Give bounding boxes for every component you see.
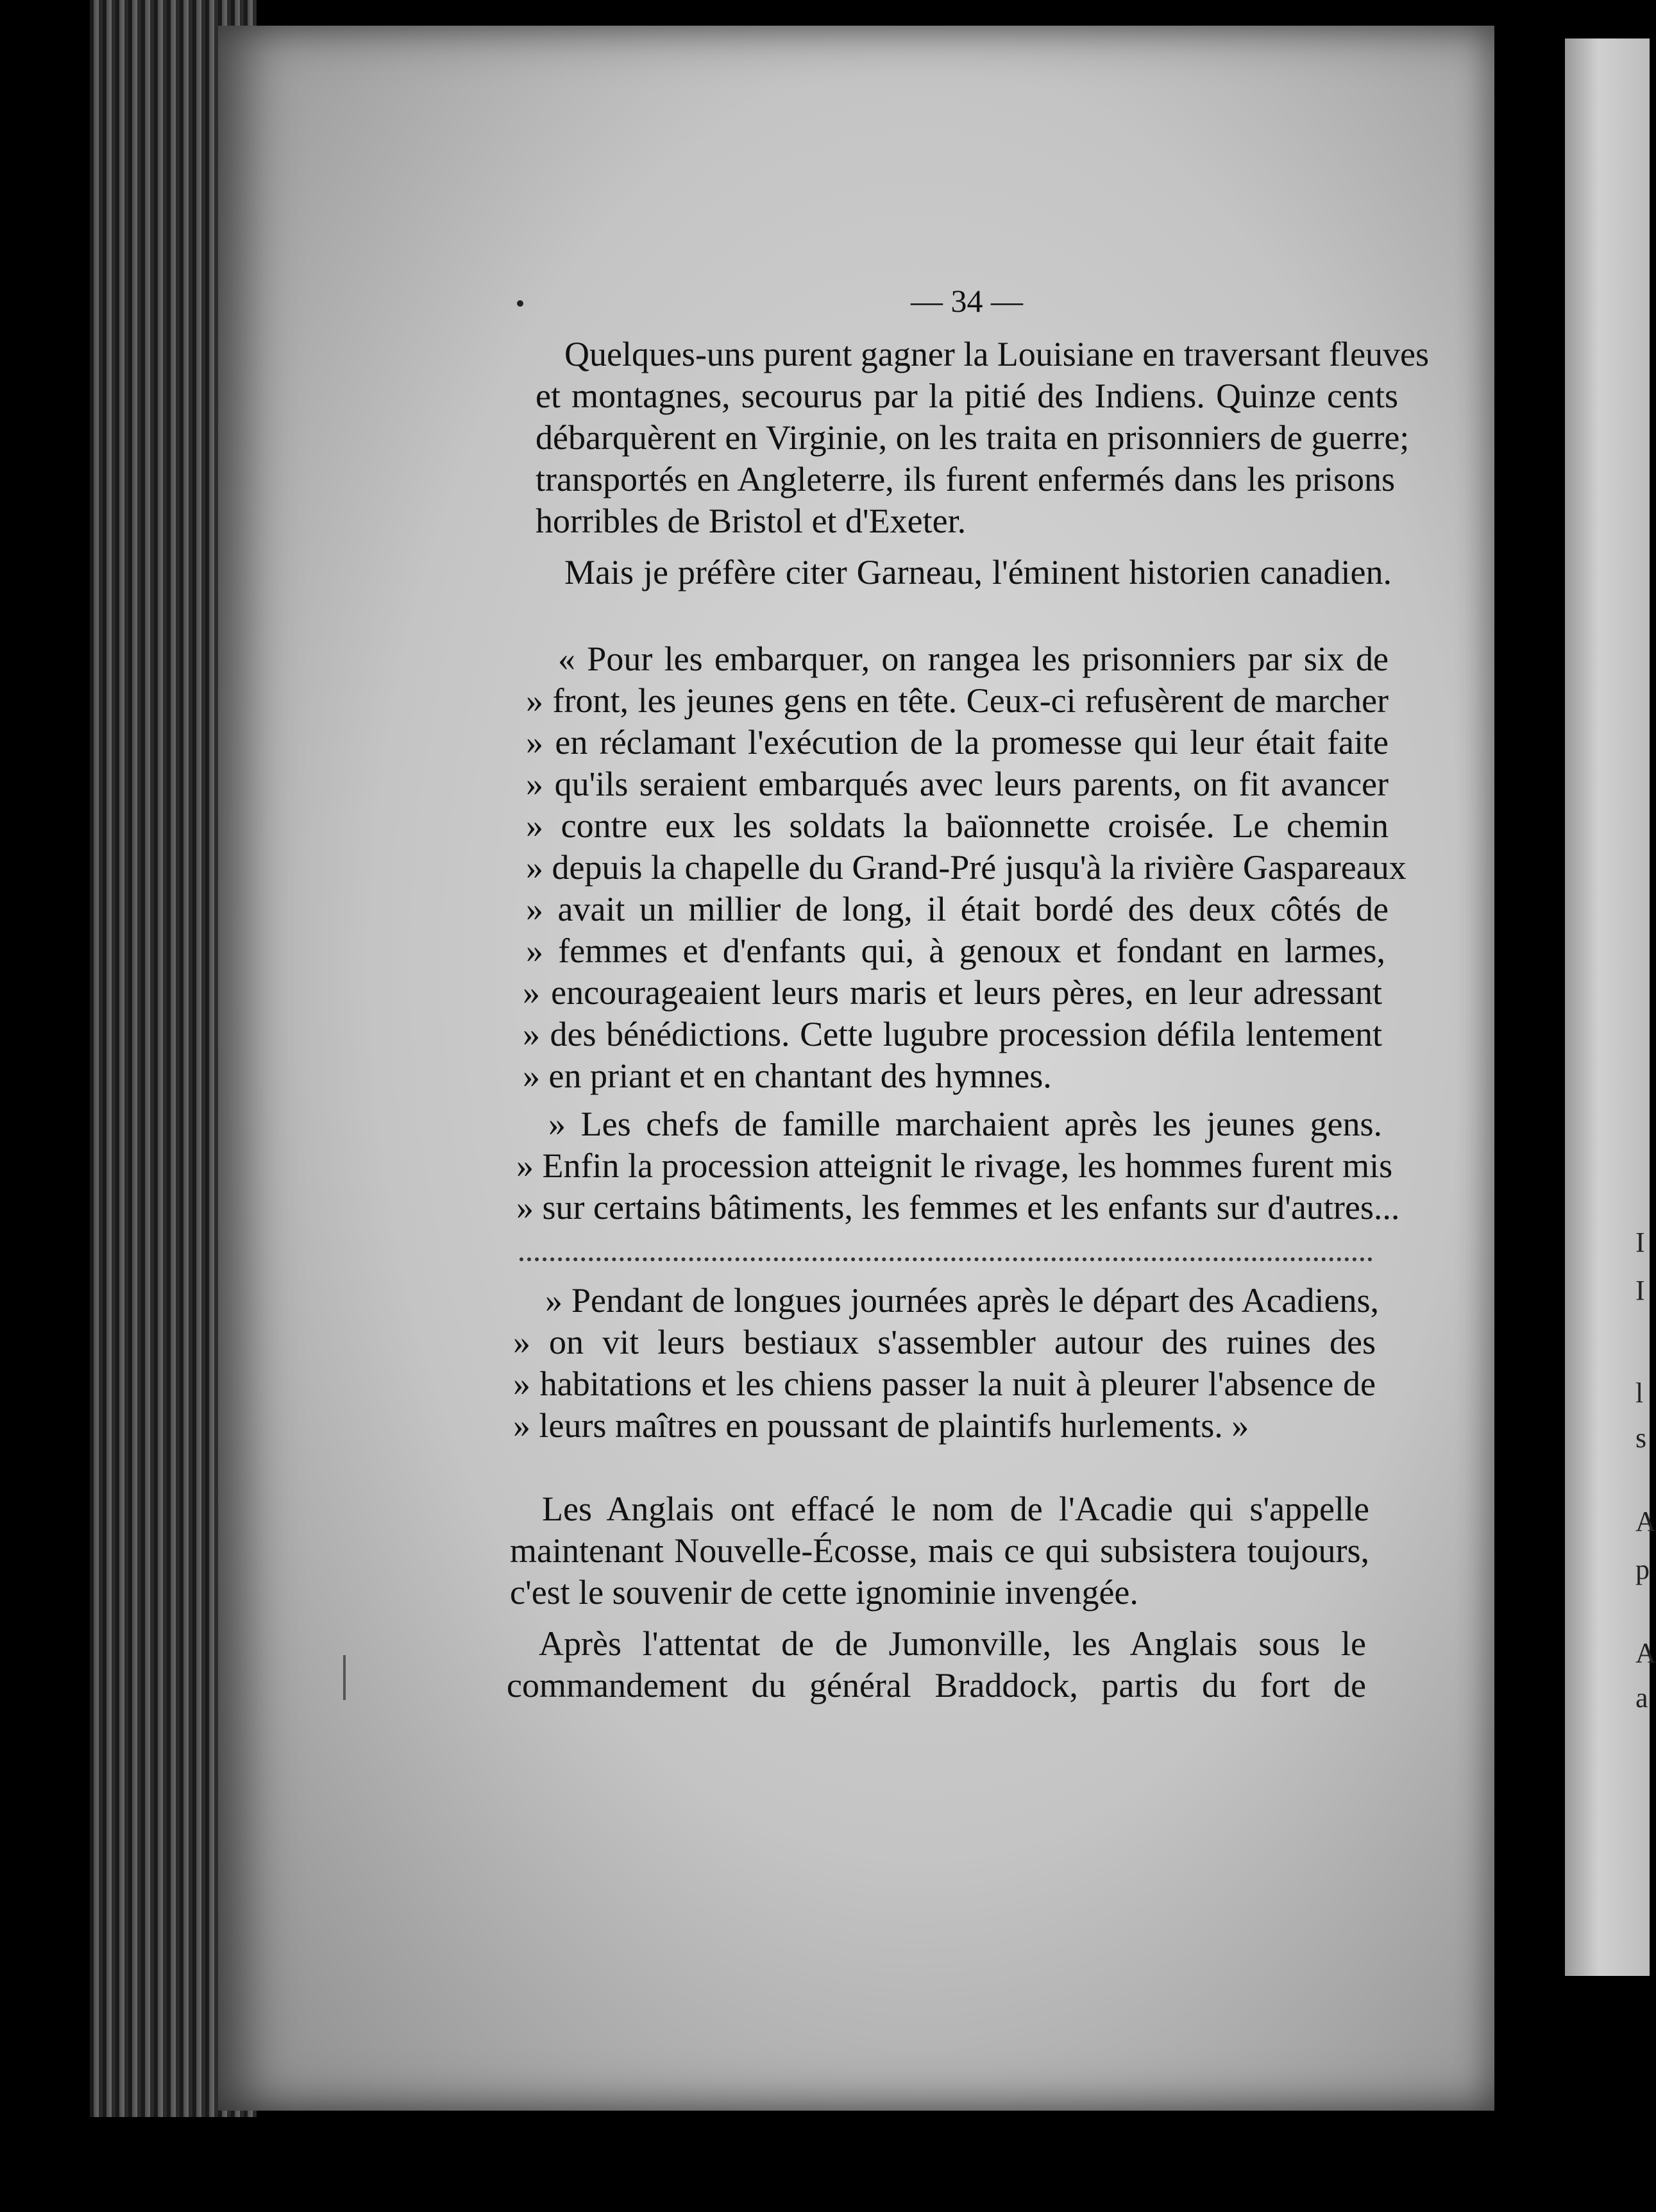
quote-line: » qu'ils seraient embarqués avec leurs parents, on fit avancer (526, 765, 1389, 803)
quote-line: » sur certains bâtiments, les femmes et les enfants sur d'autres... (516, 1188, 1400, 1227)
quote-line: » en priant et en chantant des hymnes. (523, 1057, 1052, 1095)
text-line: Mais je préfère citer Garneau, l'éminent historien canadien. (564, 553, 1392, 591)
quote-line: » contre eux les soldats la baïonnette croisée. Le chemin (526, 806, 1389, 845)
facing-page-glyph: A (1635, 1506, 1656, 1537)
margin-mark (343, 1655, 346, 1700)
quote-line: » habitations et les chiens passer la nuit à pleurer l'absence de (513, 1365, 1376, 1403)
text-line: commandement du général Braddock, partis du fort de (507, 1666, 1366, 1705)
text-line: Quelques-uns purent gagner la Louisiane en traversant fleuves (564, 335, 1430, 373)
text-line: et montagnes, secourus par la pitié des Indiens. Quinze cents (536, 377, 1398, 415)
facing-page-glyph: s (1635, 1422, 1647, 1454)
text-line: horribles de Bristol et d'Exeter. (536, 502, 967, 540)
quote-line: » Les chefs de famille marchaient après les jeunes gens. (548, 1105, 1382, 1143)
quote-line: » depuis la chapelle du Grand-Pré jusqu'à la rivière Gaspareaux (526, 848, 1407, 887)
quote-line: » Pendant de longues journées après le départ des Acadiens, (545, 1281, 1379, 1320)
facing-page-glyph: I (1635, 1227, 1645, 1258)
ink-dot (517, 300, 523, 307)
quote-line: » des bénédictions. Cette lugubre procession défila lentement (523, 1015, 1382, 1053)
facing-page-glyph: p (1635, 1554, 1650, 1585)
quote-line: » on vit leurs bestiaux s'assembler autour des ruines des (513, 1323, 1376, 1361)
quote-line: « Pour les embarquer, on rangea les prisonniers par six de (558, 640, 1389, 678)
quote-line: » front, les jeunes gens en tête. Ceux-ci refusèrent de marcher (526, 681, 1389, 720)
text-line: transportés en Angleterre, ils furent enfermés dans les prisons (536, 460, 1395, 498)
text-line: Après l'attentat de de Jumonville, les Anglais sous le (539, 1624, 1366, 1663)
quote-line: » avait un millier de long, il était bordé des deux côtés de (526, 890, 1389, 928)
facing-page-glyph: a (1635, 1682, 1648, 1714)
facing-page-glyph: I (1635, 1275, 1645, 1306)
quote-line: » Enfin la procession atteignit le rivage, les hommes furent mis (516, 1146, 1393, 1185)
quote-line: » leurs maîtres en poussant de plaintifs hurlements. » (513, 1406, 1249, 1445)
quote-line: » femmes et d'enfants qui, à genoux et fondant en larmes, (526, 932, 1385, 970)
facing-page-glyph: l (1635, 1377, 1644, 1409)
quote-line: » en réclamant l'exécution de la promesse qui leur était faite (526, 723, 1389, 761)
text-line: débarquèrent en Virginie, on les traita en prisonniers de guerre; (536, 418, 1410, 457)
facing-page-glyph: A (1635, 1637, 1656, 1669)
text-line: c'est le souvenir de cette ignominie invengée. (510, 1573, 1138, 1612)
page-number: — 34 — (911, 283, 1023, 319)
quote-line: » encourageaient leurs maris et leurs pères, en leur adressant (523, 973, 1382, 1012)
ellipsis-rule (520, 1257, 1373, 1261)
text-line: maintenant Nouvelle-Écosse, mais ce qui subsistera toujours, (510, 1531, 1369, 1570)
text-line: Les Anglais ont effacé le nom de l'Acadie qui s'appelle (542, 1490, 1369, 1528)
